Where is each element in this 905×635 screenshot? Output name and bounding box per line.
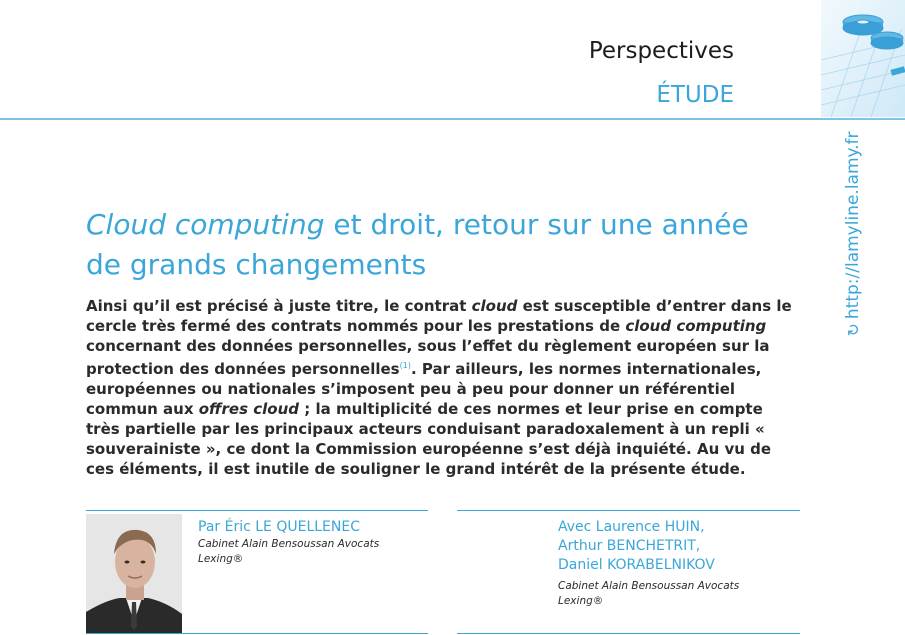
lead-text: . Par ailleurs, les normes internationales, européennes ou nationales s’imposent peu à peu pour donner un référentiel commun aux	[86, 360, 762, 418]
coauthor-affiliation-brand: Lexing®	[558, 595, 604, 607]
coauthor-affiliation: Cabinet Alain Bensoussan Avocats	[558, 580, 740, 592]
coauthor-info	[558, 518, 739, 609]
author-box-main	[86, 510, 428, 635]
lead-italic: cloud	[471, 297, 518, 315]
author-affiliation-brand: Lexing®	[198, 553, 244, 565]
author-affiliation: Cabinet Alain Bensoussan Avocats	[198, 538, 380, 550]
author-photo	[86, 514, 182, 634]
coauthor-name: Arthur BENCHETRIT,	[558, 538, 701, 554]
lead-text: est susceptible d’entrer dans le cercle très fermé des contrats nommés pour les prestations de	[86, 297, 792, 335]
side-url-link[interactable]	[843, 131, 863, 337]
section-title: Perspectives	[588, 38, 734, 64]
gears-illustration	[821, 0, 905, 117]
author-box-coauthors	[457, 510, 800, 635]
author-info	[198, 518, 379, 567]
lead-paragraph	[86, 296, 798, 479]
author-name: Par Éric LE QUELLENEC	[198, 519, 360, 535]
title-rest: et droit, retour sur une année de grands changements	[86, 208, 749, 281]
header-divider	[0, 118, 905, 120]
lead-text: ; la multiplicité de ces normes et leur prise en compte très partielle par les principaux acteurs conduisant paradoxalement à un repli « souverainiste », ce dont la Commission européenne s’est déjà inquiété. Au vu de ces éléments, il est inutile de souligner le grand intérêt de la présente étude.	[86, 400, 772, 478]
lead-text: concernant des données personnelles, sous l’effet du règlement européen sur la protection des données personnelles	[86, 337, 770, 378]
coauthor-name: Daniel KORABELNIKOV	[558, 557, 715, 573]
footnote-ref[interactable]: (1)	[399, 361, 411, 370]
title-italic: Cloud computing	[86, 208, 325, 241]
side-url-text: http://lamyline.lamy.fr	[843, 131, 863, 320]
category-label: ÉTUDE	[656, 82, 734, 108]
lead-italic: offres cloud	[198, 400, 300, 418]
coauthor-name: Avec Laurence HUIN,	[558, 519, 705, 535]
return-arrow-icon: ↻	[843, 323, 863, 337]
lead-text: Ainsi qu’il est précisé à juste titre, le contrat	[86, 297, 472, 315]
lead-italic: cloud computing	[625, 317, 767, 335]
article-title	[86, 205, 786, 285]
